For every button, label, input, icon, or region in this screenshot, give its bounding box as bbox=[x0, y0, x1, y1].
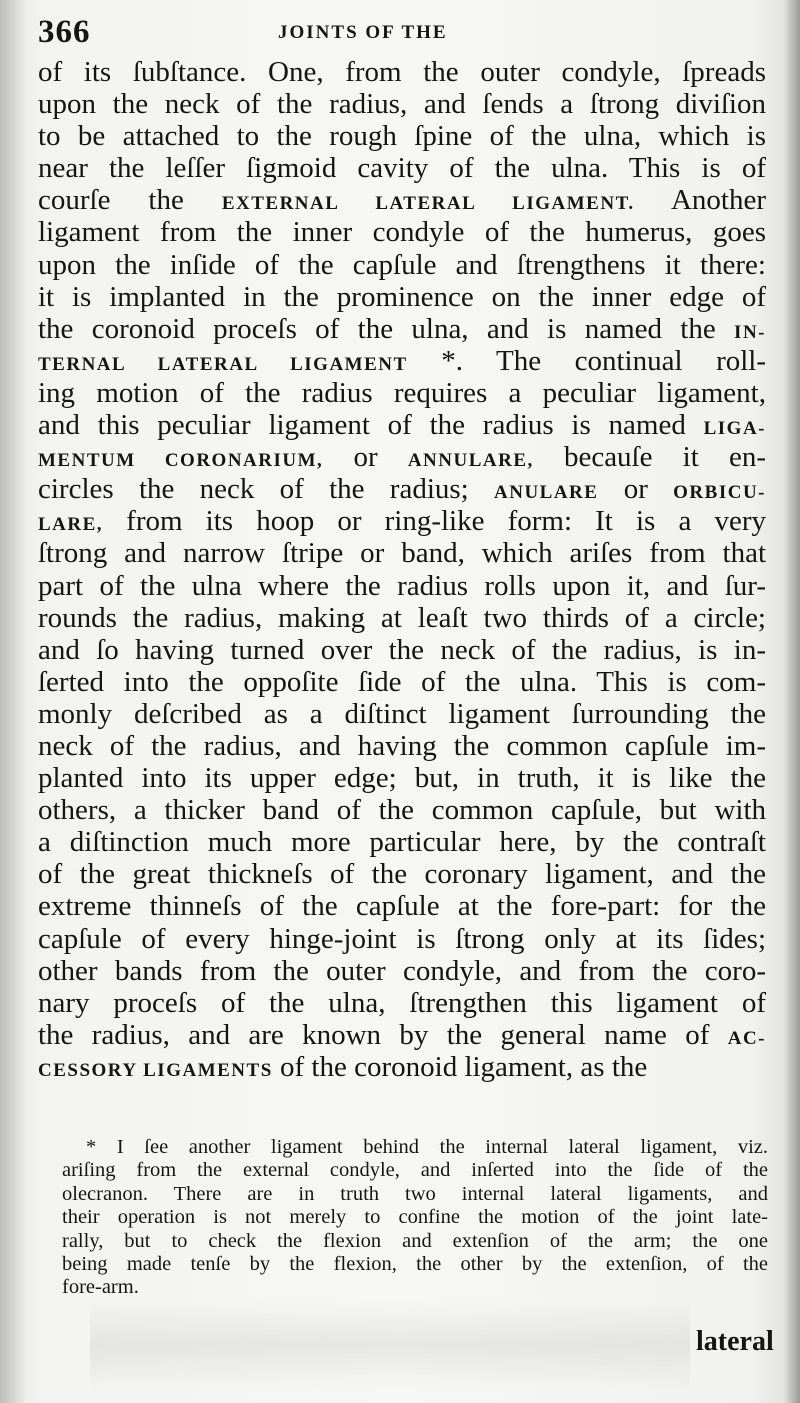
footnote-line: ariſing from the external condyle, and inſerted into the ſide of the bbox=[62, 1159, 768, 1182]
text-segment: of the great thickneſs of the coronary ligament, and the bbox=[38, 858, 766, 891]
text-segment: monly deſcribed as a diſtinct ligament ſurrounding the bbox=[38, 697, 766, 730]
footnote-line: * I ſee another ligament behind the internal lateral ligament, viz. bbox=[86, 1136, 768, 1158]
page-edge-shadow bbox=[784, 0, 800, 1403]
text-segment: upon the neck of the radius, and ſends a ſtrong diviſion bbox=[38, 88, 766, 121]
text-line bbox=[38, 345, 766, 377]
text-line bbox=[38, 409, 766, 441]
text-segment: others, a thicker band of the common capſule, but with bbox=[38, 794, 766, 827]
text-line bbox=[38, 602, 766, 634]
text-line bbox=[38, 1019, 766, 1051]
page-header bbox=[38, 14, 758, 54]
text-segment: other bands from the outer condyle, and from the coro- bbox=[38, 954, 766, 987]
text-line bbox=[38, 281, 766, 313]
small-caps-term: LIGA- bbox=[703, 418, 766, 440]
footnote-line: olecranon. There are in truth two internal lateral ligaments, and bbox=[62, 1182, 768, 1205]
text-segment: of the coronoid ligament, as the bbox=[272, 1050, 648, 1083]
small-caps-term: IN- bbox=[734, 321, 766, 343]
text-segment: and ſo having turned over the neck of the radius, is in- bbox=[38, 633, 766, 666]
text-segment: near the leſſer ſigmoid cavity of the ulna. This is of bbox=[38, 152, 766, 185]
text-line bbox=[38, 762, 766, 794]
text-segment: the coronoid proceſs of the ulna, and is named the bbox=[38, 312, 735, 345]
small-caps-term: AC- bbox=[727, 1027, 766, 1049]
text-line bbox=[38, 923, 766, 955]
text-segment: *. The continual roll- bbox=[407, 344, 766, 377]
text-segment: courſe the bbox=[38, 184, 222, 217]
text-segment: or bbox=[598, 473, 674, 506]
main-text bbox=[38, 56, 766, 1083]
text-segment: ſtrong and narrow ſtripe or band, which ariſes from that bbox=[38, 537, 766, 570]
text-segment: capſule of every hinge-joint is ſtrong only at its ſides; bbox=[38, 922, 766, 955]
text-line bbox=[38, 570, 766, 602]
text-line bbox=[38, 377, 766, 409]
text-line bbox=[38, 794, 766, 826]
text-segment: ing motion of the radius requires a peculiar ligament, bbox=[38, 376, 766, 409]
text-segment: planted into its upper edge; but, in truth, it is like the bbox=[38, 762, 766, 795]
text-segment: of its ſubſtance. One, from the outer condyle, ſpreads bbox=[38, 56, 766, 88]
text-line bbox=[38, 120, 766, 152]
text-line bbox=[38, 890, 766, 922]
text-line bbox=[38, 955, 766, 987]
text-segment: a diſtinction much more particular here, by the contraſt bbox=[38, 826, 766, 859]
small-caps-term: ORBICU- bbox=[673, 482, 766, 504]
small-caps-term: TERNAL LATERAL LIGAMENT bbox=[38, 353, 408, 375]
show-through-bleed bbox=[90, 1300, 690, 1390]
text-line bbox=[38, 216, 766, 248]
text-line bbox=[38, 88, 766, 120]
text-line bbox=[38, 56, 766, 88]
footnote-line: rally, but to check the flexion and extenſion of the arm; the one bbox=[62, 1229, 768, 1252]
text-line bbox=[38, 826, 766, 858]
text-line bbox=[38, 698, 766, 730]
text-line bbox=[38, 249, 766, 281]
text-line bbox=[38, 537, 766, 569]
text-segment: from its hoop or ring-like form: It is a very bbox=[103, 505, 766, 538]
text-line bbox=[38, 730, 766, 762]
text-line bbox=[38, 152, 766, 184]
footnote-line: fore-arm. bbox=[62, 1276, 139, 1299]
small-caps-term: EXTERNAL LATERAL LIGAMENT. bbox=[221, 193, 635, 215]
text-line bbox=[38, 184, 766, 216]
small-caps-term: ANULARE bbox=[494, 482, 599, 504]
small-caps-term: LARE, bbox=[38, 514, 104, 536]
footnote bbox=[62, 1136, 768, 1300]
text-line bbox=[38, 505, 766, 537]
text-segment: upon the inſide of the capſule and ſtrengthens it there: bbox=[38, 248, 766, 281]
page-number: 366 bbox=[38, 14, 91, 50]
text-line bbox=[38, 313, 766, 345]
text-segment: extreme thinneſs of the capſule at the fore-part: for the bbox=[38, 890, 766, 923]
text-segment: or bbox=[323, 441, 408, 474]
text-line bbox=[38, 666, 766, 698]
text-line bbox=[38, 858, 766, 890]
text-line bbox=[38, 473, 766, 505]
text-segment: to be attached to the rough ſpine of the ulna, which is bbox=[38, 120, 766, 153]
text-line bbox=[38, 634, 766, 666]
footnote-line: being made tenſe by the flexion, the other by the extenſion, of the bbox=[62, 1252, 768, 1275]
catchword: lateral bbox=[696, 1326, 774, 1357]
text-segment: the radius, and are known by the general name of bbox=[38, 1018, 728, 1051]
text-segment: circles the neck of the radius; bbox=[38, 473, 494, 506]
text-line bbox=[38, 441, 766, 473]
text-segment: becauſe it en- bbox=[533, 441, 766, 474]
text-segment: ligament from the inner condyle of the humerus, goes bbox=[38, 216, 766, 249]
text-segment: it is implanted in the prominence on the inner edge of bbox=[38, 280, 766, 313]
text-line bbox=[38, 987, 766, 1019]
small-caps-term: ANNULARE, bbox=[407, 450, 534, 472]
footnote-line: their operation is not merely to confine the motion of the joint late- bbox=[62, 1206, 768, 1229]
text-line bbox=[38, 1051, 766, 1083]
small-caps-term: CESSORY LIGAMENTS bbox=[38, 1059, 273, 1081]
text-segment: and this peculiar ligament of the radius is named bbox=[38, 409, 704, 442]
text-segment: nary proceſs of the ulna, ſtrengthen this ligament of bbox=[38, 986, 766, 1019]
text-segment: rounds the radius, making at leaſt two thirds of a circle; bbox=[38, 601, 766, 634]
text-segment: part of the ulna where the radius rolls upon it, and ſur- bbox=[38, 569, 766, 602]
text-segment: ſerted into the oppoſite ſide of the ulna. This is com- bbox=[38, 665, 766, 698]
page-gutter-shadow bbox=[0, 0, 26, 1403]
text-segment: Another bbox=[634, 184, 766, 217]
text-segment: neck of the radius, and having the common capſule im- bbox=[38, 729, 766, 762]
small-caps-term: MENTUM CORONARIUM, bbox=[38, 450, 324, 472]
running-head: JOINTS OF THE bbox=[278, 22, 448, 43]
